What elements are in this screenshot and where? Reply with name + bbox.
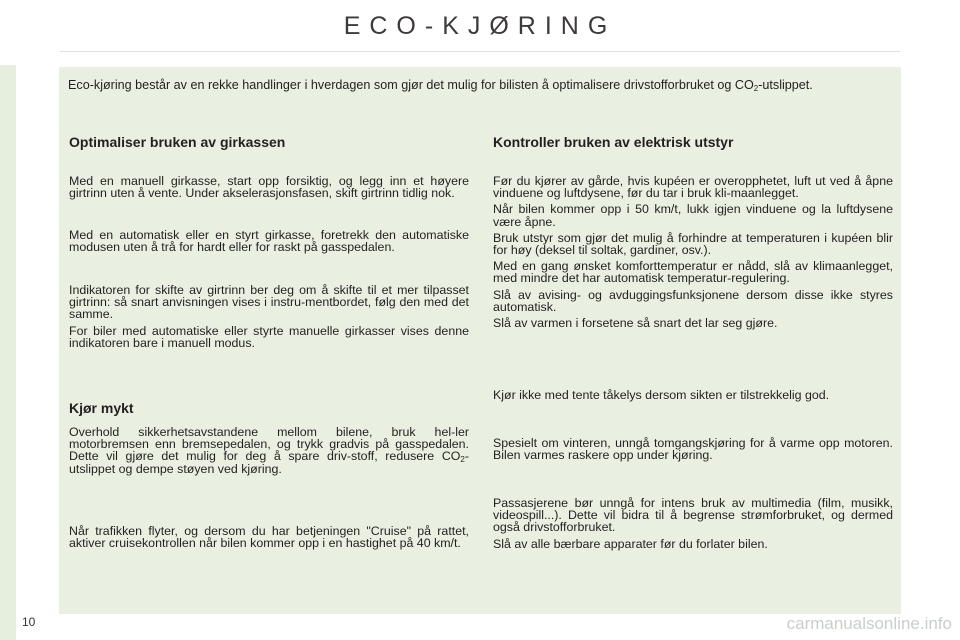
smooth-paragraph-1-subscript: 2 bbox=[460, 455, 465, 465]
smooth-paragraph-1 bbox=[69, 426, 469, 475]
section-heading-gearbox: Optimaliser bruken av girkassen bbox=[69, 134, 286, 150]
left-margin-strip bbox=[0, 65, 16, 640]
electrical-paragraph-9: Passasjerene bør unngå for intens bruk av multimedia (film, musikk, videospill...). Dette vil bidra til å begrense strømforbruket, og dermed også drivstofforbruket. bbox=[493, 496, 893, 535]
watermark: carmanualsonline.info bbox=[786, 614, 952, 633]
page-title: ECO-KJØRING bbox=[343, 12, 617, 40]
smooth-paragraph-2: Når trafikken flyter, og dersom du har betjeningen "Cruise" på rattet, aktiver cruisekontrollen når bilen kommer opp i en hastighet på 40 km/t. bbox=[69, 524, 469, 551]
electrical-paragraph-10: Slå av alle bærbare apparater før du forlater bilen. bbox=[493, 536, 768, 551]
intro-text: Eco-kjøring består av en rekke handlinger i hverdagen som gjør det mulig for bilisten å optimalisere drivstofforbruket og CO bbox=[68, 78, 754, 92]
title-divider bbox=[60, 51, 900, 52]
gearbox-p4-block bbox=[69, 325, 469, 349]
smooth-paragraph-1-text: Overhold sikkerhetsavstandene mellom bilene, bruk hel-ler motorbremsen enn bremsepedalen, og trykk gradvis på gasspedalen. Dette vil gjøre det mulig for deg å spare driv-stoff, redusere CO bbox=[69, 425, 469, 464]
gearbox-paragraph-3: Indikatoren for skifte av girtrinn ber deg om å skifte til et mer tilpasset girtrinn: så snart anvisningen vises i instru-mentbordet, følg den med det samme. bbox=[69, 283, 469, 322]
section-heading-electrical: Kontroller bruken av elektrisk utstyr bbox=[493, 134, 734, 150]
electrical-block-4 bbox=[493, 497, 893, 550]
electrical-paragraph-4: Med en gang ønsket komforttemperatur er nådd, slå av klimaanlegget, med mindre det har automatisk temperatur-regulering. bbox=[493, 259, 893, 286]
electrical-paragraph-6: Slå av varmen i forsetene så snart det lar seg gjøre. bbox=[493, 316, 778, 331]
section-heading-drive-smoothly: Kjør mykt bbox=[69, 400, 134, 416]
smooth-paragraph-1-text-end: -utslippet og dempe støyen ved kjøring. bbox=[69, 449, 469, 476]
electrical-paragraph-8: Spesielt om vinteren, unngå tomgangskjøring for å varme opp motoren. Bilen varmes raskere opp under kjøring. bbox=[493, 436, 893, 463]
intro-text-end: -utslippet. bbox=[758, 78, 813, 92]
gearbox-p1-block bbox=[69, 175, 469, 199]
page-number: 10 bbox=[22, 615, 36, 629]
gearbox-paragraph-1: Med en manuell girkasse, start opp forsiktig, og legg inn et høyere girtrinn uten å vente. Under akselerasjonsfasen, skift girtrinn tidlig nok. bbox=[69, 174, 469, 201]
electrical-block-2 bbox=[493, 389, 893, 401]
electrical-block-3 bbox=[493, 437, 893, 461]
smooth-p2-block bbox=[69, 525, 469, 549]
electrical-paragraph-3: Bruk utstyr som gjør det mulig å forhindre at temperaturen i kupéen blir for høy (deksel til soltak, gardiner, osv.). bbox=[493, 230, 893, 258]
electrical-paragraph-7: Kjør ikke med tente tåkelys dersom sikten er tilstrekkelig god. bbox=[493, 388, 830, 402]
intro-paragraph bbox=[68, 79, 893, 93]
gearbox-p3-block bbox=[69, 284, 469, 321]
electrical-paragraph-2: Når bilen kommer opp i 50 km/t, lukk igjen vinduene og la luftdysene være åpne. bbox=[493, 202, 893, 229]
gearbox-p2-block bbox=[69, 229, 469, 253]
intro-subscript: 2 bbox=[753, 84, 759, 93]
electrical-paragraph-5: Slå av avising- og avduggingsfunksjonene dersom disse ikke styres automatisk. bbox=[493, 287, 893, 314]
electrical-paragraph-1: Før du kjører av gårde, hvis kupéen er overopphetet, luft ut ved å åpne vinduene og luftdysene, før du tar i bruk kli-maanlegget. bbox=[493, 174, 893, 201]
smooth-p1-block bbox=[69, 426, 469, 475]
electrical-block-1 bbox=[493, 175, 893, 329]
gearbox-paragraph-4: For biler med automatiske eller styrte manuelle girkasser vises denne indikatoren bare i manuell modus. bbox=[69, 324, 469, 351]
gearbox-paragraph-2: Med en automatisk eller en styrt girkasse, foretrekk den automatiske modusen uten å trå for hardt eller for raskt på gasspedalen. bbox=[69, 228, 469, 255]
